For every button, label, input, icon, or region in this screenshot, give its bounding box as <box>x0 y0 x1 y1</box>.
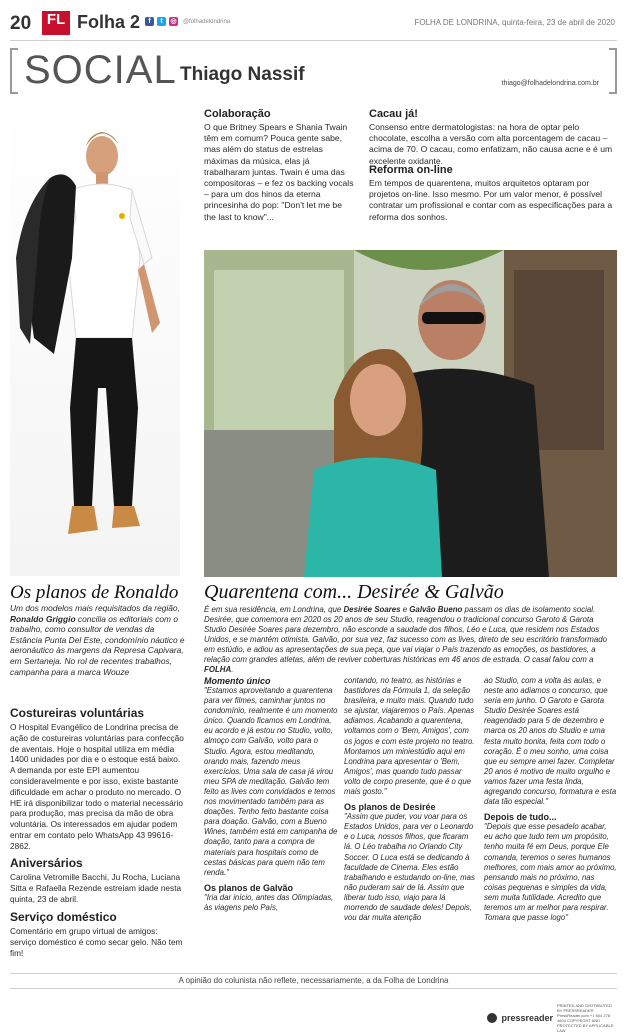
top-bar <box>0 0 627 40</box>
photo-desiree-galvao <box>204 250 617 577</box>
aniversarios-section <box>10 856 186 904</box>
column-author: Thiago Nassif <box>180 64 305 85</box>
ronaldo-section <box>10 582 186 677</box>
ronaldo-text: Um dos modelos mais requisitados da região, Ronaldo Griggio concilia os editoriais com o trabalho, como consultor de vendas da Estância Punta Del Este, condomínio náutico e aeronáutico às margens da Represa Capivara, em Sertaneja. No rol de recentes trabalhos, campanha para a marca Wouze <box>10 603 185 677</box>
folha-logo: FL <box>42 11 70 35</box>
pressreader-copyright: PRINTED AND DISTRIBUTED BY PRESSREADER PressReader.com +1 604 278 4604 COPYRIGHT AND PROTECTED BY APPLICABLE LAW <box>557 1003 614 1033</box>
article-col-2 <box>344 676 476 923</box>
disclaimer: A opinião do colunista não reflete, necessariamente, a da Folha de Londrina <box>10 973 617 989</box>
quarentena-title: Quarentena com... Desirée & Galvão <box>204 581 504 603</box>
servico-title: Serviço doméstico <box>10 910 117 924</box>
quarentena-lead: É em sua residência, em Londrina, que Desirée Soares e Galvão Bueno passam os dias de isolamento social. Desirée, que comemora em 2020 os 20 anos de seu Studio, reagendou o tradicional concurso Garoto & Garota Studio Desirée Soares para dezembro, não esconde a saudade dos filhos, Léo e Luca, que residem nos Estados Unidos, e se mantém otimista. Galvão, por sua vez, faz sucesso com as lives, direto de seu escritório transformado em estúdio, e adiou as apresentações de sua peça, que vai viajar o País trazendo as emoções, os bastidores, a relação com grandes atletas, além de reviver coberturas históricas em 46 anos de estrada. O casal falou com a FOLHA. <box>204 605 608 674</box>
colaboracao-title: Colaboração <box>204 108 271 120</box>
cacau-section <box>369 108 617 167</box>
page-number: 20 <box>10 13 32 34</box>
cacau-text: Consenso entre dermatologistas: na hora de optar pelo chocolate, escolha a versão com alta porcentagem de cacau – acima de 70. O cacau, como enfatizam, não causa acne e é um excelente oxidante. <box>369 122 613 166</box>
costureiras-title: Costureiras voluntárias <box>10 706 145 720</box>
quarentena-section <box>204 582 617 675</box>
model-illustration <box>10 108 180 576</box>
cacau-title: Cacau já! <box>369 108 418 120</box>
col2-text2: "Assim que puder, vou voar para os Estados Unidos, para ver o Leonardo e o Luca, nossos filhos, que ficaram lá. O Léo trabalha no Orlando City Soccer. O Luca está se dedicando à faculdade de Cinema. Eles estão trabalhando e estudando on-line, mas não puderam sair de lá. Assim que liberar tudo isso, viajo para lá morrendo de saudade deles! Depois, vou dar muita atenção <box>344 812 475 923</box>
section-title: Folha 2 <box>77 12 141 32</box>
reforma-section <box>369 164 617 223</box>
col1-text2: "Iria dar início, antes das Olimpíadas, às viagens pelo País, <box>204 892 334 912</box>
social-links <box>145 17 230 26</box>
servico-text: Comentário em grupo virtual de amigos: serviço doméstico é como secar gelo. Não tem fim! <box>10 926 183 958</box>
colaboracao-text: O que Britney Spears e Shania Twain têm em comum? Pouca gente sabe, mas além do status de estrelas máximas da música, elas já trabalharam juntas. Twain é uma das compositoras – e fez os backing vocals – para um dos hinos da eterna princesinha do pop: "Don't let me be the last to know"... <box>204 122 354 222</box>
col3-text: ao Studio, com a volta às aulas, e neste ano adiamos o concurso, que seria em junho. O Garoto e Garota Studio Desirée Soares está reagendado para 5 de dezembro e marca os 20 anos do Studio e uma festa muito bonita, feita com todo o coração. É o meu sonho, uma coisa que eu sempre amei fazer. Completar 20 anos é motivo de muito orgulho e vamos fazer uma festa linda, agregando concurso, formatura e esta data tão especial." <box>484 676 617 807</box>
pressreader-logo: pressreader <box>501 1013 553 1023</box>
couple-illustration <box>204 250 617 577</box>
pressreader-icon <box>487 1013 497 1023</box>
pressreader-badge[interactable] <box>487 1003 617 1033</box>
author-email[interactable]: thiago@folhadelondrina.com.br <box>501 80 599 87</box>
depois-de-tudo-title: Depois de tudo... <box>484 812 557 823</box>
column-name: SOCIAL <box>24 48 177 92</box>
col1-text: "Estamos aproveitando a quarentena para ver filmes, caminhar juntos no condomínio, realmente é um momento único. Quando ficamos em Londrina, eu acordo e já estou no Studio, volto, almoço com Galvão, volto para o Studio. Agora, estou meditando, orando mais, fazendo meus exercícios. Uma sala de casa já virou meu SPA de meditação. Galvão tem feito as lives com convidados e temos nos movimentado também para as doações. Tenho feito bastante coisa para doação. Galvão, com a Bueno Wines, também está em campanha de doação, tanto para a compra de materiais para hospitais como de cestas básicas para quem não tem renda." <box>204 686 338 877</box>
ronaldo-title: Os planos de Ronaldo <box>10 582 179 603</box>
social-handle[interactable]: @folhadelondrina <box>183 18 231 25</box>
dateline: FOLHA DE LONDRINA, quinta-feira, 23 de abril de 2020 <box>414 18 615 27</box>
bracket-right <box>609 48 617 94</box>
instagram-icon[interactable]: ◎ <box>170 18 177 25</box>
servico-section <box>10 910 186 958</box>
divider <box>10 40 617 41</box>
photo-ronaldo <box>10 108 180 576</box>
colaboracao-section <box>204 108 354 223</box>
column-header <box>10 46 617 100</box>
ronaldo-name: Ronaldo Griggio <box>10 613 76 624</box>
col2-text: contando, no teatro, as histórias e bastidores da Fórmula 1, da seleção brasileira, e muito mais. Quando tudo se ajustar, viajaremos o País. Apenas adiamos. Acabando a quarentena, voltamos com o 'Bem, Amigos', com os jogos e com este projeto no teatro. Montamos um miniestúdio aqui em Londrina para apresentar o 'Bem, Amigos', mas quando tudo passar volto de corpo presente, que é o que mais gosto." <box>344 676 475 797</box>
costureiras-text: O Hospital Evangélico de Londrina precisa de ação de costureiras voluntárias para confecção de aventais. Hoje o hospital utiliza em média 1400 unidades por dia e o estoque está baixo. A demanda por este EPI aumentou consideravelmente e por isso, existe bastante dificuldade em achar o produto no mercado. O HE irá disponibilizar todo o material necessário para produção, mas precisa da mão de obra voluntária. Os interessados em ajudar podem entrar em contato pelo WhatsApp 43 99616-2862. <box>10 722 184 851</box>
reforma-title: Reforma on-line <box>369 164 453 176</box>
article-col-3 <box>484 676 617 923</box>
col3-text2: "Depois que esse pesadelo acabar, eu acho que tudo tem um propósito, tenho muita fé em Deus, porque Ele comanda, teremos o seres humanos melhores, com mais amor ao próximo, pensando mais no próximo, nas coisas pequenas e simples da vida, sem muita futilidade. Acredito que teremos um ar melhor para respirar. Tomara que passe logo" <box>484 822 617 923</box>
costureiras-section <box>10 706 186 852</box>
bracket-left <box>10 48 18 94</box>
twitter-icon[interactable]: t <box>157 17 166 26</box>
facebook-icon[interactable]: f <box>145 17 154 26</box>
momento-unico-title: Momento único <box>204 676 271 686</box>
reforma-text: Em tempos de quarentena, muitos arquitetos optaram por projetos on-line. Isso mesmo. Por um valor menor, é possível contratar um profissional e contar com as especificações para a reforma dos sonhos. <box>369 178 613 222</box>
aniversarios-text: Carolina Vetromille Bacchi, Ju Rocha, Luciana Sitta e Rafaella Rezende estreiam idade nesta quinta, 23 de abril. <box>10 872 182 904</box>
planos-galvao-title: Os planos de Galvão <box>204 882 294 893</box>
article-col-1 <box>204 676 338 913</box>
aniversarios-title: Aniversários <box>10 856 83 870</box>
planos-desiree-title: Os planos de Desirée <box>344 802 436 813</box>
